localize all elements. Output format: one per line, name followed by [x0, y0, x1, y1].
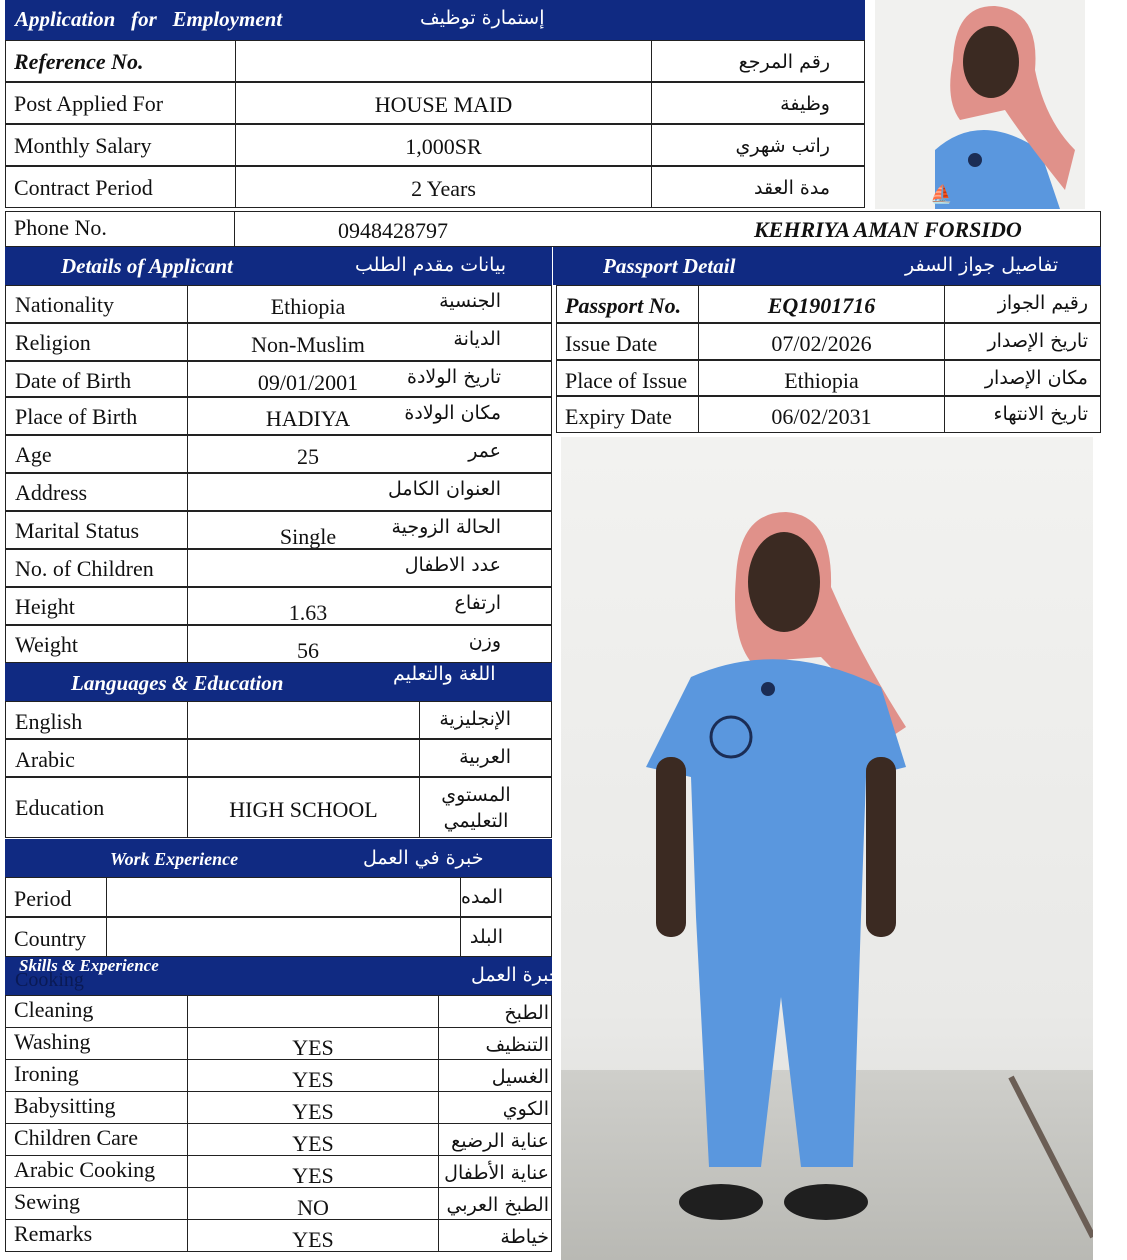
- application-title: Application for Employment: [15, 7, 283, 31]
- skills-value-cell: [187, 995, 439, 1028]
- details-label-arabic: الحالة الزوجية: [391, 516, 501, 538]
- job-info-label-arabic: مدة العقد: [754, 177, 830, 199]
- job-info-value: 2 Years: [411, 176, 476, 201]
- passport-value: 06/02/2031: [771, 404, 872, 429]
- job-info-label-cell: [5, 82, 236, 124]
- skills-value-cell: [187, 1155, 439, 1188]
- work-label-cell: [5, 877, 107, 917]
- languages-value-cell: [187, 739, 420, 777]
- details-label-cell: [5, 323, 188, 361]
- job-info-label: Monthly Salary: [14, 133, 152, 158]
- applicant-name-cell: [551, 211, 1101, 247]
- skills-value-cell: [187, 1187, 439, 1220]
- skills-arabic-cell: [438, 995, 552, 1028]
- job-info-label: Contract Period: [14, 175, 153, 200]
- skills-behind-label: Cooking: [15, 969, 84, 991]
- skills-label: Remarks: [14, 1221, 93, 1246]
- skills-label-cell: [5, 1059, 188, 1092]
- skills-arabic-cell: [438, 1059, 552, 1092]
- application-header: [5, 0, 865, 40]
- passport-label: Place of Issue: [565, 368, 688, 393]
- passport-label-cell: [556, 285, 699, 323]
- skills-label-arabic: عناية الأطفال: [444, 1162, 549, 1184]
- skills-label-arabic: التنظيف: [485, 1034, 549, 1056]
- passport-header: [553, 247, 1101, 285]
- skills-value: YES: [292, 1163, 334, 1188]
- work-value-cell: [106, 877, 461, 917]
- job-info-value-cell: [235, 82, 652, 124]
- languages-label-arabic: الإنجليزية: [439, 708, 511, 730]
- job-info-label-arabic: وظيفة: [780, 93, 830, 115]
- job-info-value: HOUSE MAID: [374, 92, 513, 117]
- portrait-illustration: [875, 0, 1085, 209]
- details-title: Details of Applicant: [61, 254, 233, 278]
- skills-label-cell: [5, 1123, 188, 1156]
- details-label-arabic: الجنسية: [439, 290, 501, 312]
- skills-label: Ironing: [14, 1061, 79, 1086]
- details-label-cell: [5, 435, 188, 473]
- skills-label-cell: [5, 1091, 188, 1124]
- details-label-arabic: الديانة: [453, 328, 501, 350]
- details-label-cell: [5, 511, 188, 549]
- work-label-cell: [5, 917, 107, 957]
- skills-value-cell: [187, 1027, 439, 1060]
- skills-arabic-cell: [438, 1219, 552, 1252]
- passport-label-cell: [556, 396, 699, 433]
- job-info-value-cell: [235, 166, 652, 208]
- skills-value-cell: [187, 1123, 439, 1156]
- skills-label: Children Care: [14, 1125, 139, 1150]
- skills-label-cell: [5, 1187, 188, 1220]
- work-value-cell: [106, 917, 461, 957]
- passport-arabic-cell: [944, 323, 1101, 360]
- languages-arabic-cell: [419, 777, 552, 838]
- details-value: 25: [297, 444, 319, 469]
- details-value-cell: [187, 511, 552, 549]
- languages-header: [5, 663, 552, 701]
- job-info-value: 1,000SR: [405, 134, 482, 159]
- languages-label-cell: [5, 701, 188, 739]
- skills-value-cell: [187, 1219, 439, 1252]
- phone-value: 0948428797: [338, 218, 448, 243]
- details-label: Address: [15, 480, 88, 505]
- job-info-label: Post Applied For: [14, 91, 164, 116]
- languages-value-cell: [187, 701, 420, 739]
- job-info-arabic-cell: [651, 82, 865, 124]
- languages-title: Languages & Education: [71, 671, 284, 695]
- skills-label-arabic: الطبخ: [504, 1002, 549, 1024]
- details-label-cell: [5, 361, 188, 397]
- skills-value: YES: [292, 1227, 334, 1252]
- skills-label: Cleaning: [14, 997, 94, 1022]
- details-label-arabic: وزن: [468, 630, 501, 652]
- details-label-arabic: مكان الولادة: [404, 402, 501, 424]
- details-label-cell: [5, 587, 188, 625]
- skills-label: Washing: [14, 1029, 91, 1054]
- skills-value-cell: [187, 1091, 439, 1124]
- passport-label-arabic: رقيم الجواز: [997, 292, 1088, 314]
- passport-label-arabic: مكان الإصدار: [984, 367, 1088, 389]
- job-info-value-cell: [235, 124, 652, 166]
- passport-arabic-cell: [944, 285, 1101, 323]
- languages-arabic-cell: [419, 701, 552, 739]
- details-value: 1.63: [288, 600, 328, 625]
- skills-label-arabic: عناية الرضيع: [451, 1130, 549, 1152]
- details-value-cell: [187, 397, 552, 435]
- skills-value: NO: [297, 1195, 329, 1220]
- details-value-cell: [187, 285, 552, 323]
- phone-label: Phone No.: [14, 215, 107, 240]
- work-title-arabic: خبرة في العمل: [363, 847, 484, 869]
- skills-value: YES: [292, 1099, 334, 1124]
- details-label: Nationality: [15, 292, 114, 317]
- details-value-cell: [187, 435, 552, 473]
- passport-arabic-cell: [944, 396, 1101, 433]
- details-label: Place of Birth: [15, 404, 138, 429]
- skills-arabic-cell: [438, 1123, 552, 1156]
- details-title-arabic: بيانات مقدم الطلب: [355, 254, 506, 276]
- details-value-cell: [187, 361, 552, 397]
- languages-label-cell: [5, 739, 188, 777]
- skills-title-arabic: خبرة العمل: [471, 964, 561, 986]
- skills-header: [5, 956, 561, 995]
- details-label-cell: [5, 625, 188, 663]
- details-value-cell: [187, 473, 552, 511]
- details-label-cell: [5, 549, 188, 587]
- work-label: Period: [14, 886, 72, 911]
- skills-label-cell: [5, 1219, 188, 1252]
- languages-label: Education: [15, 795, 105, 820]
- passport-label: Issue Date: [565, 331, 658, 356]
- languages-label: English: [15, 709, 83, 734]
- details-value: 56: [297, 638, 319, 663]
- languages-value-cell: [187, 777, 420, 838]
- job-info-value-cell: [235, 40, 652, 82]
- passport-label: Passport No.: [565, 293, 682, 318]
- skills-value-cell: [187, 1059, 439, 1092]
- languages-label-arabic: العربية: [459, 746, 511, 768]
- details-label: Marital Status: [15, 518, 140, 543]
- work-label-arabic: البلد: [469, 926, 503, 948]
- details-label-cell: [5, 285, 188, 323]
- job-info-label-cell: [5, 166, 236, 208]
- skills-label-arabic: الطبخ العربي: [446, 1194, 549, 1216]
- skills-label-arabic: الغسيل: [491, 1066, 549, 1088]
- details-label: Age: [15, 442, 52, 467]
- skills-label-cell: [5, 995, 188, 1028]
- work-title: Work Experience: [110, 849, 239, 869]
- passport-value-cell: [698, 360, 945, 396]
- skills-value: YES: [292, 1131, 334, 1156]
- details-value: Ethiopia: [270, 294, 346, 319]
- job-info-arabic-cell: [651, 40, 865, 82]
- details-value: Non-Muslim: [251, 332, 365, 357]
- phone-value-cell: [234, 211, 552, 247]
- applicant-portrait-photo: [875, 0, 1085, 209]
- skills-label: Sewing: [14, 1189, 80, 1214]
- details-label: Height: [15, 594, 75, 619]
- details-label-arabic: العنوان الكامل: [388, 478, 501, 500]
- skills-label: Babysitting: [14, 1093, 116, 1118]
- passport-label: Expiry Date: [565, 404, 672, 429]
- languages-arabic-cell: [419, 739, 552, 777]
- work-label-arabic: المده: [461, 886, 503, 908]
- skills-label-arabic: خياطة: [500, 1226, 549, 1248]
- passport-arabic-cell: [944, 360, 1101, 396]
- skills-arabic-cell: [438, 1155, 552, 1188]
- details-value-cell: [187, 587, 552, 625]
- details-value-cell: [187, 323, 552, 361]
- languages-title-arabic: اللغة والتعليم: [393, 663, 496, 685]
- work-header: [5, 839, 552, 877]
- skills-label-cell: [5, 1155, 188, 1188]
- languages-label-cell: [5, 777, 188, 838]
- skills-arabic-cell: [438, 1091, 552, 1124]
- work-label: Country: [14, 926, 87, 951]
- skills-value: YES: [292, 1035, 334, 1060]
- svg-text:⛵: ⛵: [930, 184, 953, 205]
- details-value-cell: [187, 549, 552, 587]
- passport-label-cell: [556, 360, 699, 396]
- details-value: HADIYA: [265, 406, 351, 431]
- details-label-arabic: تاريخ الولادة: [407, 366, 501, 388]
- details-label: Religion: [15, 330, 91, 355]
- details-label: No. of Children: [15, 556, 154, 581]
- applicant-name: KEHRIYA AMAN FORSIDO: [754, 217, 1022, 242]
- skills-label-cell: [5, 1027, 188, 1060]
- languages-value: HIGH SCHOOL: [229, 797, 378, 822]
- full-body-illustration: [561, 437, 1093, 1260]
- skills-arabic-cell: [438, 1187, 552, 1220]
- details-value: Single: [279, 524, 337, 549]
- details-label-arabic: عمر: [468, 440, 501, 462]
- details-label: Weight: [15, 632, 78, 657]
- languages-label-arabic: المستوي التعليمي: [441, 784, 511, 832]
- phone-label-cell: [5, 211, 235, 247]
- job-info-label: Reference No.: [14, 49, 144, 74]
- passport-value-cell: [698, 396, 945, 433]
- passport-label-arabic: تاريخ الانتهاء: [993, 403, 1088, 425]
- job-info-arabic-cell: [651, 124, 865, 166]
- languages-label: Arabic: [15, 747, 75, 772]
- job-info-label-cell: [5, 40, 236, 82]
- details-label-arabic: عدد الاطفال: [404, 554, 501, 576]
- passport-value: 07/02/2026: [771, 331, 872, 356]
- job-info-label-arabic: رقم المرجع: [738, 51, 830, 73]
- applicant-full-photo: [561, 437, 1093, 1260]
- job-info-label-cell: [5, 124, 236, 166]
- passport-value: Ethiopia: [784, 368, 859, 393]
- passport-label-cell: [556, 323, 699, 360]
- passport-value: EQ1901716: [767, 293, 876, 318]
- details-label-cell: [5, 473, 188, 511]
- application-title-arabic: إستمارة توظيف: [420, 7, 545, 29]
- work-arabic-cell: [460, 917, 552, 957]
- passport-title-arabic: تفاصيل جواز السفر: [905, 254, 1059, 276]
- passport-value-cell: [698, 323, 945, 360]
- skills-title: Skills & Experience: [19, 956, 159, 975]
- details-label-cell: [5, 397, 188, 435]
- skills-label: Arabic Cooking: [14, 1157, 156, 1182]
- details-value: 09/01/2001: [257, 370, 359, 395]
- work-arabic-cell: [460, 877, 552, 917]
- passport-label-arabic: تاريخ الإصدار: [987, 330, 1088, 352]
- skills-value: YES: [292, 1067, 334, 1092]
- details-label: Date of Birth: [15, 368, 132, 393]
- skills-arabic-cell: [438, 1027, 552, 1060]
- passport-title: Passport Detail: [603, 254, 736, 278]
- passport-value-cell: [698, 285, 945, 323]
- details-header: [5, 247, 552, 285]
- skills-label-arabic: الكوي: [502, 1098, 549, 1120]
- job-info-label-arabic: راتب شهري: [735, 135, 830, 157]
- details-label-arabic: ارتفاع: [454, 592, 501, 614]
- details-value-cell: [187, 625, 552, 663]
- job-info-arabic-cell: [651, 166, 865, 208]
